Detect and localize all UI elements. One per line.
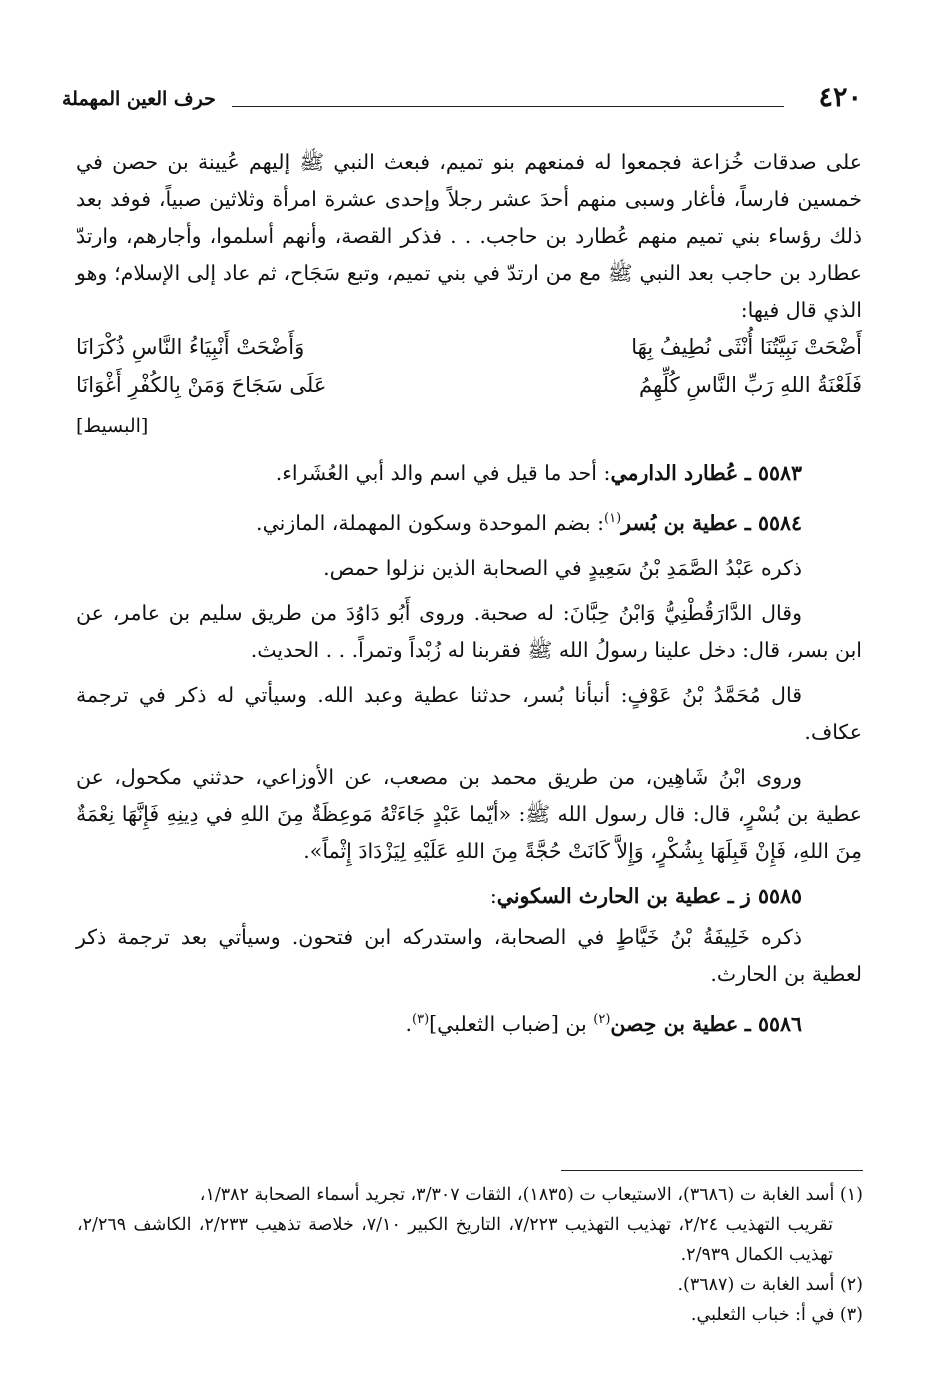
poem-line-1-first-hemistich: أَضْحَتْ نَبِيَّتُنَا أُنْثَى نُطِيفُ بِهَا: [631, 335, 862, 359]
entry-5585-name: عطية بن الحارث السكوني: [496, 883, 722, 908]
entry-5585-number: ٥٥٨٥ ز ـ: [727, 883, 802, 908]
footnotes: [77, 1180, 863, 1330]
entry-5586-number: ٥٥٨٦ ـ: [744, 1011, 802, 1036]
entry-5584: [76, 500, 862, 542]
running-title: حرف العين المهملة: [62, 88, 216, 110]
footnote-1-text: (١) أسد الغابة ت (٣٦٨٦)، الاستيعاب ت (١٨٣٥)، الثقات ٣/٣٠٧، تجريد أسماء الصحابة ١/٣٨٢،: [199, 1185, 863, 1205]
entry-5583-number: ٥٥٨٣ ـ: [744, 461, 802, 485]
entry-5586-text: بن [ضباب الثعلبي]: [429, 1011, 594, 1036]
page-header: [62, 82, 862, 116]
entry-5585-colon: :: [489, 883, 497, 908]
footnote-2: (٢) أسد الغابة ت (٣٦٨٧).: [677, 1275, 863, 1295]
poem-meter: [البسيط]: [76, 415, 149, 437]
header-rule: [232, 106, 784, 107]
entry-5583-name: عُطارد الدارمي: [610, 461, 739, 485]
poem-line-1-second-hemistich: وَأَضْحَتْ أَنْبِيَاءُ النَّاسِ ذُكْرَانَا: [76, 335, 305, 359]
entry-5586-end: .: [405, 1011, 413, 1036]
poem-line-1: [76, 335, 862, 373]
entry-5584-para-3: قال مُحَمَّدُ بْنُ عَوْفٍ: أنبأنا بُسر، حدثنا عطية وعبد الله. وسيأتي له ذكر في ترجمة عكاف.: [76, 682, 862, 744]
entry-5584-para-2: وقال الدَّارَقُطْنِيُّ وَابْنُ حِبَّانَ: له صحبة. وروى أَبُو دَاوُدَ من طريق سليم بن عامر، عن ابن بسر، قال: دخل علينا رسولُ الله ﷺ فقربنا له زُبْداً وتمراً. . . الحديث.: [76, 600, 862, 662]
footnote-ref-3: (٣): [412, 1011, 430, 1027]
poem-line-2-second-hemistich: عَلَى سَجَاحَ وَمَنْ بِالكُفْرِ أَغْوَانَا: [76, 373, 327, 397]
footnote-1: [77, 1180, 863, 1270]
entry-5583-text: : أحد ما قيل في اسم والد أبي العُشَراء.: [275, 461, 611, 485]
entry-5586: [76, 1001, 862, 1043]
entry-5584-text: : بضم الموحدة وسكون المهملة، المازني.: [256, 510, 604, 535]
page-number: ٤٢٠: [818, 82, 862, 113]
poem-meter-container: [76, 415, 862, 437]
poem: [76, 335, 862, 413]
footnote-ref-1: (١): [604, 511, 622, 526]
intro-paragraph: على صدقات خُزاعة فجمعوا له فمنعهم بنو تميم، فبعث النبي ﷺ إليهم عُيينة بن حصن في خمسين فارساً، فأغار وسبى منهم أحدَ عشر رجلاً وإحدى عشرة امرأة وثلاثين صبياً، فوفد بعد ذلك رؤساء بني تميم منهم عُطارد بن حاجب. . . فذكر القصة، وأنهم أسلموا، وأجارهم، وارتدّ عطارد بن حاجب بعد النبي ﷺ مع من ارتدّ في بني تميم، وتبع سَجَاح، ثم عاد إلى الإسلام؛ وهو الذي قال فيها:: [76, 150, 862, 322]
entry-5586-name: عطية بن حِصن: [610, 1011, 739, 1036]
poem-line-2: [76, 373, 862, 411]
footnote-ref-2: (٢): [593, 1011, 611, 1027]
entry-5583: [76, 455, 862, 492]
entry-5584-para-4: وروى ابْنُ شَاهِين، من طريق محمد بن مصعب، عن الأوزاعي، حدثني مكحول، عن عطية بن بُسْرٍ، قال: قال رسول الله ﷺ: «أيّما عَبْدٍ جَاءَتْهُ مَوعِظَةٌ مِنَ اللهِ في دِينِهِ فَإِنَّهَا نِعْمَةٌ مِنَ اللهِ، فَإِنْ قَبِلَهَا بِشُكْرٍ، وَإِلاَّ كَانَتْ حُجَّةً مِنَ اللهِ عَلَيْهِ لِيَزْدَادَ إِثْماً».: [76, 764, 862, 863]
entry-5585: [76, 878, 862, 915]
entry-5584-name: عطية بن بُسر: [621, 510, 739, 535]
footnote-rule: [561, 1170, 863, 1171]
footnote-3: (٣) في أ: خباب الثعلبي.: [690, 1305, 863, 1325]
page-body: [76, 144, 862, 1043]
footnote-1-continuation: تقريب التهذيب ٢/٢٤، تهذيب التهذيب ٧/٢٢٣، التاريخ الكبير ٧/١٠، خلاصة تذهيب ٢/٢٣٣، الكاشف ٢/٢٦٩، تهذيب الكمال ٢/٩٣٩.: [77, 1215, 834, 1265]
entry-5584-para-1: ذكره عَبْدُ الصَّمَدِ بْنُ سَعِيدٍ في الصحابة الذين نزلوا حمص.: [323, 555, 802, 580]
entry-5584-number: ٥٥٨٤ ـ: [744, 510, 802, 535]
entry-5585-para-1: ذكره خَلِيفَةُ بْنُ خَيَّاطٍ في الصحابة، واستدركه ابن فتحون. وسيأتي بعد ترجمة ذكر لعطية بن الحارث.: [76, 924, 862, 986]
poem-line-2-first-hemistich: فَلَعْنَةُ اللهِ رَبِّ النَّاسِ كُلِّهِمُ: [639, 373, 862, 397]
